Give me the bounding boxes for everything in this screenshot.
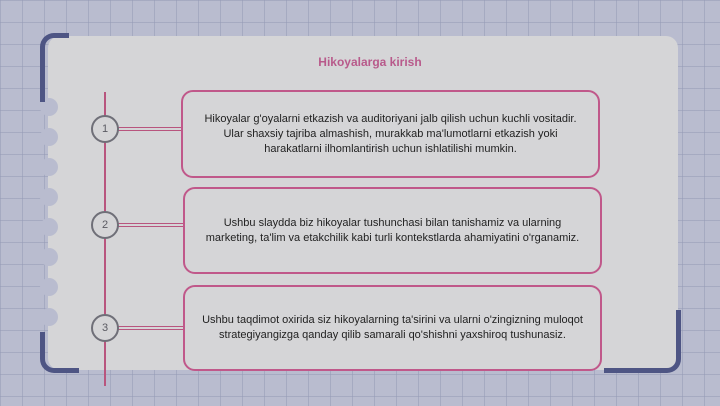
- card-notch: [40, 278, 58, 296]
- step-number-1: 1: [91, 115, 119, 143]
- step-card-3: [183, 285, 602, 371]
- card-notch: [40, 188, 58, 206]
- card-notch: [40, 158, 58, 176]
- corner-bracket-bottom-right: [604, 310, 681, 373]
- slide-title: Hikoyalarga kirish: [318, 55, 422, 69]
- step-card-2: [183, 187, 602, 274]
- step-text-2: Ushbu slaydda biz hikoyalar tushunchasi bilan tanishamiz va ularning marketing, ta'lim va etakchilik kabi turli kontekstlarda ahamiyatini o'rganamiz.: [205, 216, 580, 244]
- step-card-1: [181, 90, 600, 178]
- card-notch: [40, 308, 58, 326]
- corner-bracket-top-left: [40, 33, 69, 102]
- step-text-3: Ushbu taqdimot oxirida siz hikoyalarning ta'sirini va ularni o'zingizning muloqot strategiyangizga qanday qilib samarali qo'shishni yaxshiroq tushunasiz.: [202, 314, 583, 341]
- step-number-2: 2: [91, 211, 119, 239]
- card-notch: [40, 218, 58, 236]
- step-text-1: Hikoyalar g'oyalarni etkazish va auditoriyani jalb qilish uchun kuchli vositadir. Ular shaxsiy tajriba almashish, murakkab ma'lumotlarni etkazish yoki harakatlarni ilhomlantirish uchun ishlatilishi mumkin.: [204, 112, 577, 155]
- corner-bracket-bottom-left: [40, 332, 79, 373]
- card-notch: [40, 128, 58, 146]
- step-number-3: 3: [91, 314, 119, 342]
- card-notch: [40, 248, 58, 266]
